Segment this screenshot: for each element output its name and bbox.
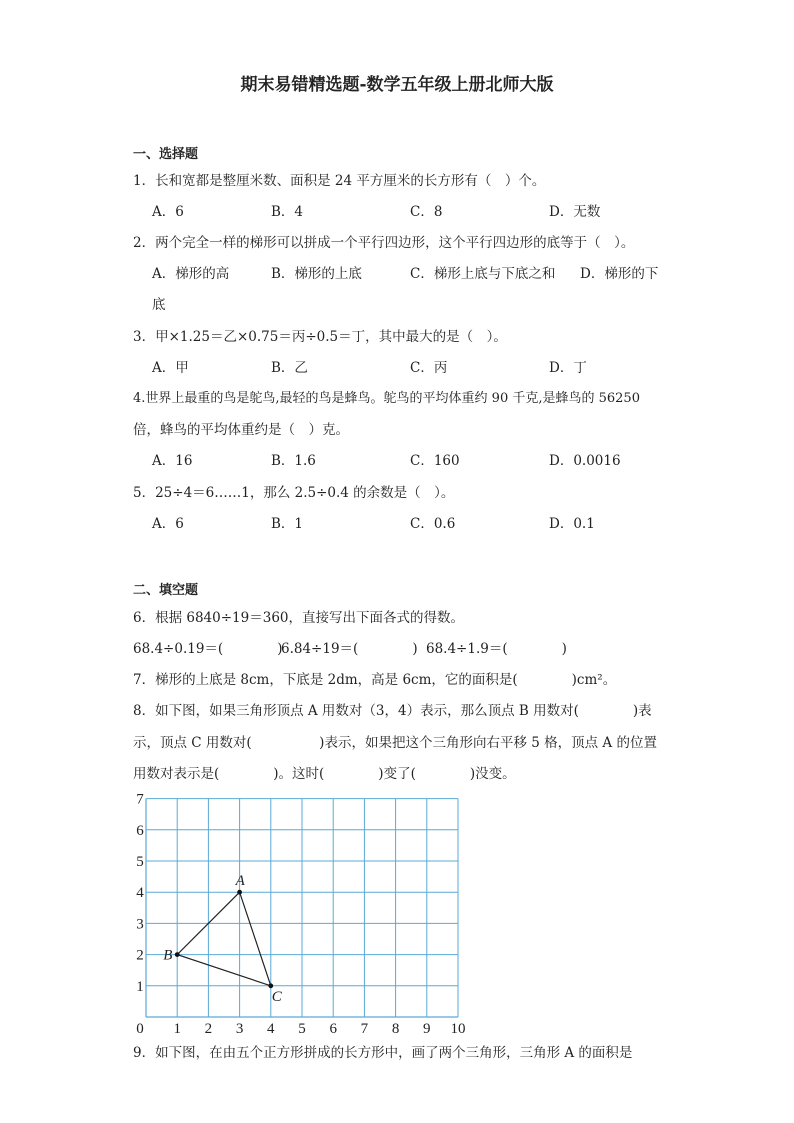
y-tick-label: 4 [136, 885, 144, 902]
q4-option-b[interactable]: B．1.6 [271, 453, 316, 469]
x-tick-label: 4 [267, 1021, 275, 1037]
x-tick-label: 5 [298, 1021, 306, 1037]
x-tick-label: 2 [204, 1021, 213, 1037]
x-tick-label: 3 [235, 1021, 244, 1037]
x-tick-label: 7 [360, 1021, 369, 1037]
q5-option-b[interactable]: B．1 [271, 516, 304, 532]
question-5: 5．25÷4＝6……1，那么 2.5÷0.4 的余数是（ ）。 [133, 485, 455, 501]
q1-option-b[interactable]: B．4 [271, 204, 304, 220]
q1-option-c[interactable]: C．8 [410, 204, 443, 220]
q3-option-d[interactable]: D．丁 [549, 360, 587, 376]
triangle-abc [177, 892, 271, 986]
q4-option-a[interactable]: A．16 [152, 453, 193, 469]
q4-option-c[interactable]: C．160 [410, 453, 460, 469]
q2-option-d-wrap: 底 [152, 297, 166, 313]
y-tick-label: 5 [136, 854, 144, 870]
question-4-line-1: 4.世界上最重的鸟是鸵鸟,最轻的鸟是蜂鸟。鸵鸟的平均体重约 90 千克,是蜂鸟的 56250 [133, 391, 640, 406]
q3-option-b[interactable]: B．乙 [271, 360, 308, 376]
q2-option-a[interactable]: A．梯形的高 [152, 266, 230, 282]
point-label-c: C [271, 988, 282, 1005]
q5-option-a[interactable]: A．6 [152, 516, 184, 532]
question-6: 6．根据 6840÷19＝360，直接写出下面各式的得数。 [133, 610, 464, 626]
q1-option-a[interactable]: A．6 [152, 204, 184, 220]
question-2: 2．两个完全一样的梯形可以拼成一个平行四边形，这个平行四边形的底等于（ ）。 [133, 235, 635, 251]
x-tick-label: 8 [391, 1021, 400, 1037]
q3-option-a[interactable]: A．甲 [152, 360, 189, 376]
y-tick-label: 7 [136, 791, 144, 808]
coordinate-grid-figure [125, 785, 485, 1040]
point-b [175, 952, 180, 957]
point-label-a: A [235, 873, 245, 890]
point-a [237, 890, 242, 895]
page-title: 期末易错精选题-数学五年级上册北师大版 [240, 75, 554, 95]
y-tick-label: 3 [136, 916, 144, 933]
q2-option-b[interactable]: B．梯形的上底 [271, 266, 362, 282]
q4-option-d[interactable]: D．0.0016 [549, 453, 621, 469]
point-label-b: B [163, 947, 173, 964]
question-4-line-2: 倍，蜂鸟的平均体重约是（ ）克。 [133, 422, 349, 438]
y-tick-label: 6 [136, 822, 144, 839]
question-7: 7．梯形的上底是 8cm，下底是 2dm，高是 6cm，它的面积是( )cm²。 [133, 672, 617, 688]
q1-option-d[interactable]: D．无数 [549, 204, 601, 220]
x-tick-label: 6 [329, 1021, 337, 1037]
question-8-line-2: 示，顶点 C 用数对( )表示，如果把这个三角形向右平移 5 格，顶点 A 的位置 [133, 735, 657, 751]
question-9: 9．如下图，在由五个正方形拼成的长方形中，画了两个三角形，三角形 A 的面积是 [133, 1045, 633, 1061]
section-heading-fill: 二、填空题 [133, 583, 199, 598]
question-8-line-3: 用数对表示是( )。这时( )变了( )没变。 [133, 766, 516, 782]
x-tick-label: 10 [450, 1021, 466, 1037]
x-tick-label: 9 [423, 1021, 431, 1037]
question-3: 3．甲×1.25＝乙×0.75＝丙÷0.5＝丁，其中最大的是（ ）。 [133, 329, 507, 345]
point-c [268, 983, 273, 988]
q3-option-c[interactable]: C．丙 [410, 360, 448, 376]
q6-blank-2[interactable]: 6.84÷19＝( ) [281, 641, 418, 657]
question-1: 1．长和宽都是整厘米数、面积是 24 平方厘米的长方形有（ ）个。 [133, 173, 546, 189]
section-heading-choice: 一、选择题 [133, 147, 199, 162]
y-tick-label: 1 [136, 978, 144, 995]
q5-option-c[interactable]: C．0.6 [410, 516, 456, 532]
x-tick-label: 0 [136, 1021, 144, 1037]
q2-option-d[interactable]: D．梯形的下 [580, 266, 659, 282]
q5-option-d[interactable]: D．0.1 [549, 516, 595, 532]
q6-blank-3[interactable]: 68.4÷1.9＝( ) [426, 641, 567, 657]
y-tick-label: 2 [136, 947, 144, 964]
question-8-line-1: 8．如下图，如果三角形顶点 A 用数对（3，4）表示，那么顶点 B 用数对( )表 [133, 703, 652, 719]
q2-option-c[interactable]: C．梯形上底与下底之和 [410, 266, 556, 282]
x-tick-label: 1 [173, 1021, 181, 1037]
q6-blank-1[interactable]: 68.4÷0.19＝( ) [133, 641, 283, 657]
